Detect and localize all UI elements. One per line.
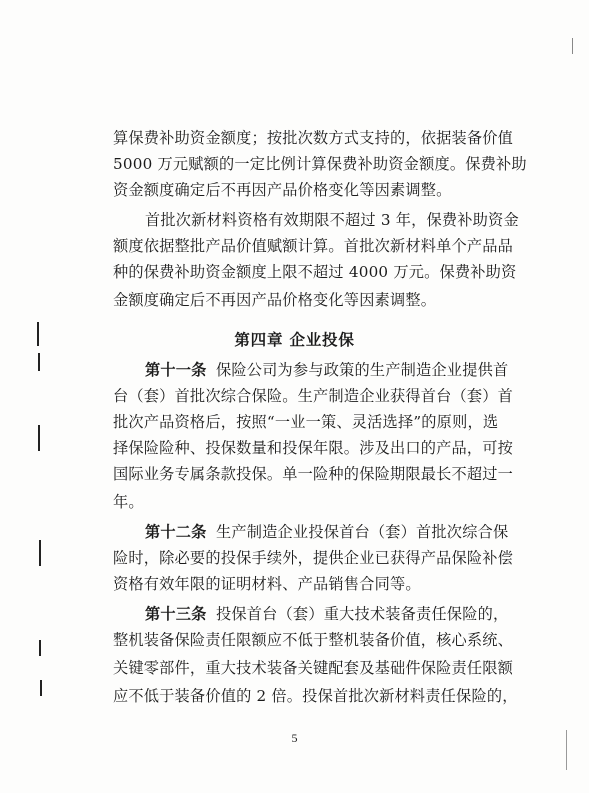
chapter-heading: 第四章 企业投保: [234, 330, 355, 349]
page-number: 5: [291, 731, 298, 745]
article-13-label: 第十三条: [145, 605, 207, 623]
scan-mark-left-5: [39, 640, 41, 656]
article-12-label: 第十二条: [145, 523, 207, 541]
document-page: 算保费补助资金额度；按批次数方式支持的，依据装备价值 5000 万元赋额的一定比例计算保费补助资金额度。保费补助 资金额度确定后不再因产品价格变化等因素调整。 首批次新材料资格有效期限不超过 3 年，保费补助资金 额度依据整批产品价值赋额计算。首批次新材料单个产品品 种的保费补助资金额度上限不超过 4000 万元。保费补助资 金额度确定后不再因产品价格变化等因素调整。 第四章 企业投保 第十一条 保险公司为参与政策的生产制造企业提供首 台（套）首批次综合保险。生产制造企业获得首台（套）首 批次产品资格后，按照“一业一策、灵活选择”的原则，选 择保险险种、投保数量和投保年限。涉及出口的产品，可按 国际业务专属条款投保。单一险种的保险期限最长不超过一 年。 第十二条 生产制造企业投保首台（套）首批次综合保 险时，除必要的投保手续外，提供企业已获得产品保险补偿 资格有效年限的证明材料、产品销售合同等。 第十三条 投保首台（套）重大技术装备责任保险的， 整机装备保险责任限额应不低于整机装备价值，核心系统、 关键零部件，重大技术装备关键配套及基础件保险责任限额 应不低于装备价值的 2 倍。投保首批次新材料责任保险的， 5: [0, 0, 589, 793]
scan-mark-top-right: [572, 38, 573, 54]
scan-mark-left-2: [38, 353, 40, 371]
scan-mark-left-4: [39, 540, 41, 566]
article-11-label: 第十一条: [145, 361, 207, 379]
scan-mark-left-6: [40, 680, 42, 696]
scan-mark-left-3: [38, 425, 40, 451]
